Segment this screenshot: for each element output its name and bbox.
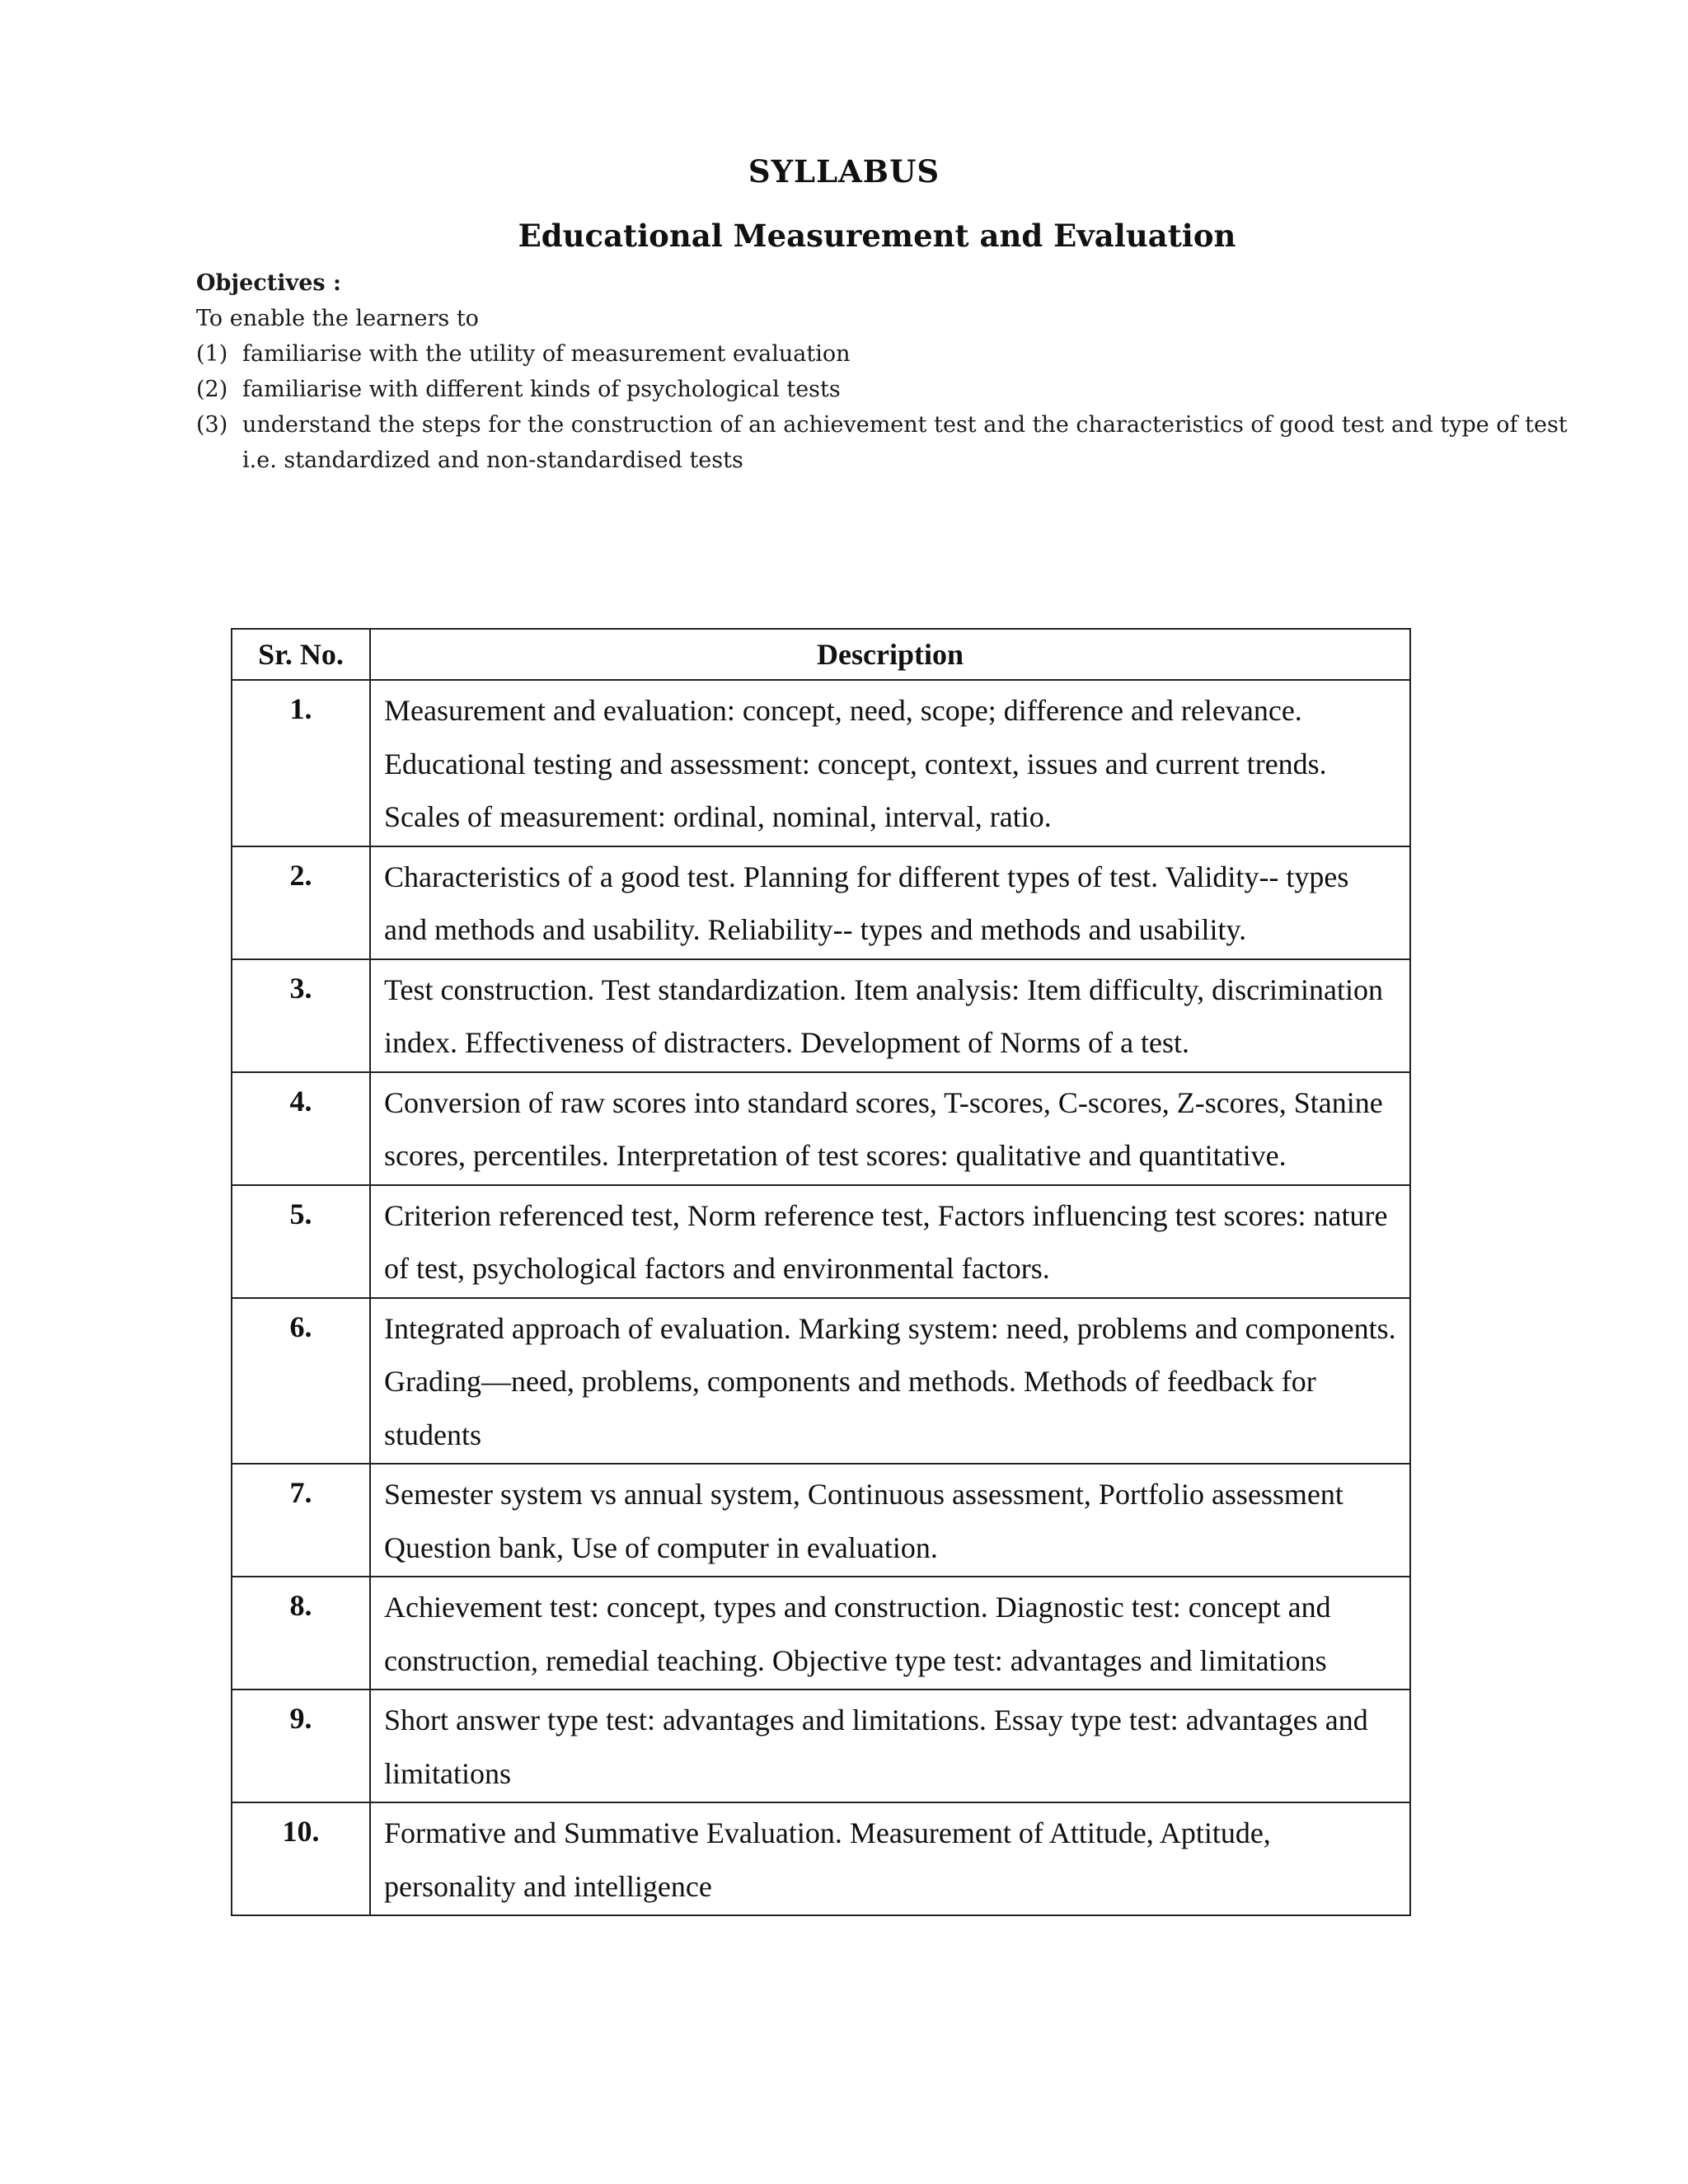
row-description: Short answer type test: advantages and limitations. Essay type test: advantages and limitations	[370, 1690, 1410, 1802]
row-sr-no: 6.	[232, 1298, 370, 1465]
row-sr-no: 2.	[232, 846, 370, 959]
table-header-row	[232, 629, 1410, 680]
course-title: Educational Measurement and Evaluation	[518, 218, 1236, 254]
header-description: Description	[370, 629, 1410, 680]
row-sr-no: 3.	[232, 959, 370, 1072]
objectives-list	[196, 336, 1597, 478]
page-title: SYLLABUS	[748, 153, 940, 190]
table-row	[232, 1464, 1410, 1577]
objective-text: understand the steps for the construction of an achievement test and the characteristics of good test and type of test i.e. standardized and non-standardised tests	[242, 412, 1568, 473]
objectives-section	[196, 265, 1597, 478]
row-sr-no: 1.	[232, 680, 370, 846]
row-sr-no: 9.	[232, 1690, 370, 1802]
row-description: Test construction. Test standardization. Item analysis: Item difficulty, discrimination index. Effectiveness of distracters. Development of Norms of a test.	[370, 959, 1410, 1072]
row-description: Integrated approach of evaluation. Marking system: need, problems and components. Grading—need, problems, components and methods. Methods of feedback for students	[370, 1298, 1410, 1465]
table-header	[232, 629, 1410, 680]
row-sr-no: 8.	[232, 1577, 370, 1690]
row-sr-no: 5.	[232, 1185, 370, 1298]
objective-number: (2)	[196, 377, 228, 402]
objective-text: familiarise with different kinds of psychological tests	[242, 377, 841, 402]
row-sr-no: 7.	[232, 1464, 370, 1577]
table-row	[232, 1690, 1410, 1802]
objective-number: (3)	[196, 412, 228, 438]
objectives-heading: Objectives :	[196, 270, 341, 296]
objective-text: familiarise with the utility of measurement evaluation	[242, 341, 851, 367]
table-row	[232, 1802, 1410, 1915]
table-row	[232, 1577, 1410, 1690]
header-sr-no: Sr. No.	[232, 629, 370, 680]
row-description: Measurement and evaluation: concept, need, scope; difference and relevance. Educational testing and assessment: concept, context, issues and current trends. Scales of measurement: ordinal, nominal, interval, ratio.	[370, 680, 1410, 846]
table-row	[232, 680, 1410, 846]
objective-item	[196, 372, 1597, 407]
table-row	[232, 1185, 1410, 1298]
objective-item	[196, 407, 1597, 478]
table-row	[232, 1298, 1410, 1465]
row-description: Achievement test: concept, types and construction. Diagnostic test: concept and construction, remedial teaching. Objective type test: advantages and limitations	[370, 1577, 1410, 1690]
row-sr-no: 4.	[232, 1072, 370, 1185]
table-body	[232, 680, 1410, 1915]
table-row	[232, 846, 1410, 959]
objective-item	[196, 336, 1597, 372]
table-row	[232, 1072, 1410, 1185]
objectives-intro: To enable the learners to	[196, 306, 479, 331]
row-description: Conversion of raw scores into standard scores, T-scores, C-scores, Z-scores, Stanine scores, percentiles. Interpretation of test scores: qualitative and quantitative.	[370, 1072, 1410, 1185]
row-description: Characteristics of a good test. Planning for different types of test. Validity-- types and methods and usability. Reliability-- types and methods and usability.	[370, 846, 1410, 959]
objective-number: (1)	[196, 341, 228, 367]
syllabus-table	[231, 628, 1411, 1916]
row-description: Formative and Summative Evaluation. Measurement of Attitude, Aptitude, personality and intelligence	[370, 1802, 1410, 1915]
row-description: Criterion referenced test, Norm reference test, Factors influencing test scores: nature of test, psychological factors and environmental factors.	[370, 1185, 1410, 1298]
table-row	[232, 959, 1410, 1072]
row-sr-no: 10.	[232, 1802, 370, 1915]
row-description: Semester system vs annual system, Continuous assessment, Portfolio assessment Question bank, Use of computer in evaluation.	[370, 1464, 1410, 1577]
